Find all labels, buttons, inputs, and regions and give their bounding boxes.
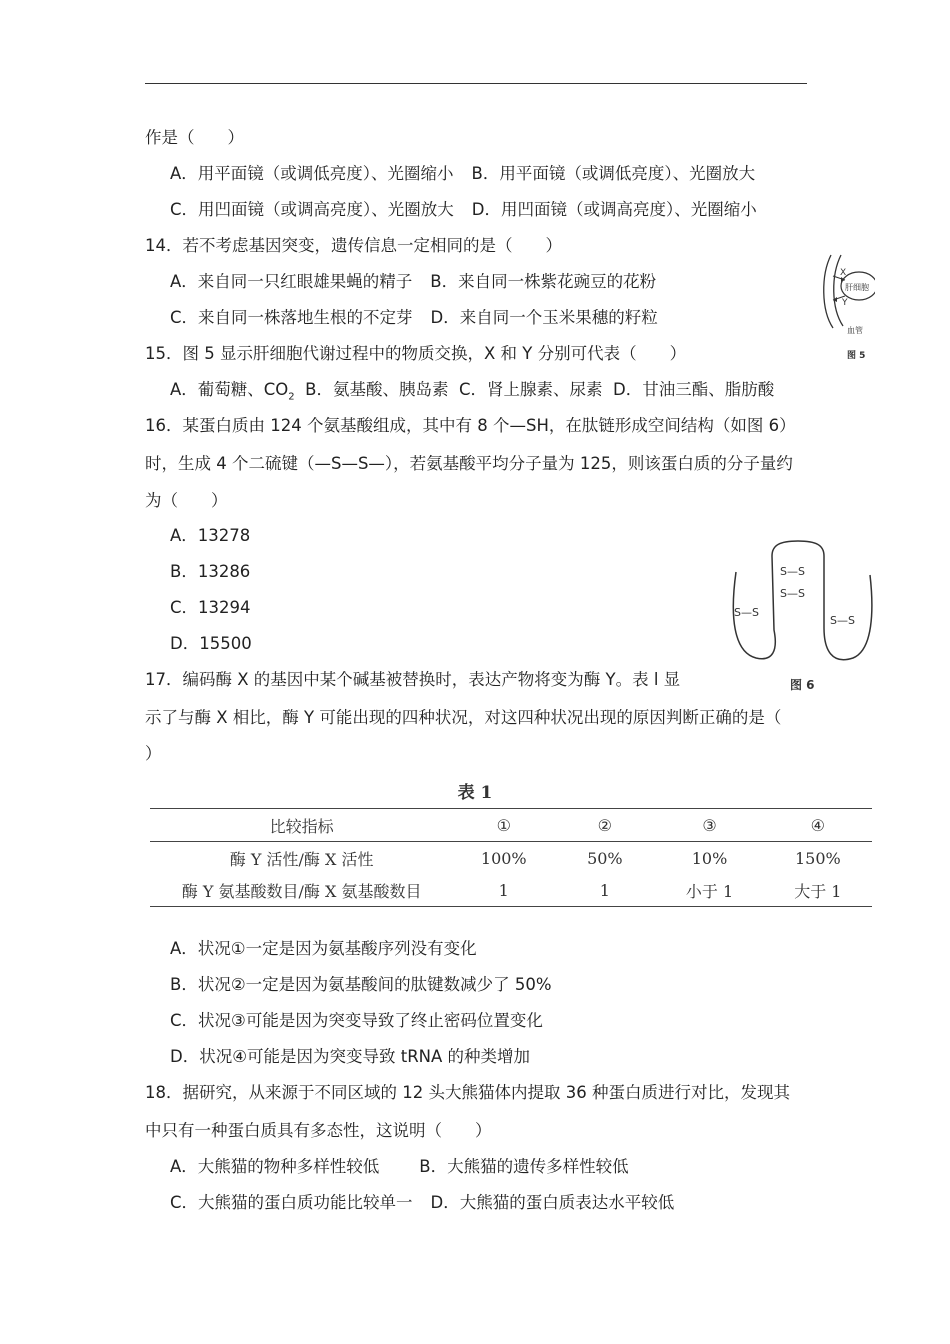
table1-header-row	[150, 809, 872, 842]
q17-option-a: A．状况①一定是因为氨基酸序列没有变化	[170, 939, 477, 958]
figure-6	[728, 540, 878, 695]
fig6-caption: 图 6	[790, 678, 815, 692]
table1-cell: 1	[498, 880, 509, 900]
table1-header-cell: ③	[702, 815, 717, 835]
table1-cell: 10%	[691, 848, 728, 868]
q17-option-d: D．状况④可能是因为突变导致 tRNA 的种类增加	[170, 1047, 531, 1066]
q13-option-a: A．用平面镜（或调低亮度）、光圈缩小	[170, 164, 454, 183]
q18-stem-line1: 18．据研究，从来源于不同区域的 12 头大熊猫体内提取 36 种蛋白质进行对比，发现其	[145, 1083, 790, 1102]
q13-options-row2	[170, 199, 757, 221]
q17-stem-line1: 17．编码酶 X 的基因中某个碱基被替换时，表达产物将变为酶 Y。表 l 显	[145, 670, 681, 689]
q16-option-d: D．15500	[170, 634, 252, 653]
q13-option-b: B．用平面镜（或调低亮度）、光圈放大	[471, 164, 756, 183]
q14-option-c: C．来自同一株落地生根的不定芽	[170, 308, 413, 327]
q16-stem-line1: 16．某蛋白质由 124 个氨基酸组成，其中有 8 个—SH，在肽链形成空间结构（如图 6）	[145, 416, 796, 435]
q14-options-row1	[170, 271, 656, 293]
table1-cell: 酶 Y 活性/酶 X 活性	[229, 849, 374, 869]
q16-stem-line2: 时，生成 4 个二硫键（—S—S—），若氨基酸平均分子量为 125，则该蛋白质的分子量约	[145, 454, 793, 473]
q15-option-a-subscript: 2	[288, 391, 295, 403]
figure-5	[815, 250, 875, 365]
fig5-cell-label: 肝细胞	[845, 283, 869, 292]
q15-option-d: D．甘油三酯、脂肪酸	[613, 380, 775, 399]
table1-header-cell: ②	[597, 815, 613, 835]
fig6-disulfide-bond-1: S—S	[734, 606, 759, 619]
q14-option-a: A．来自同一只红眼雄果蝇的精子	[170, 272, 413, 291]
table1-cell: 小于 1	[685, 881, 734, 901]
q14-stem: 14．若不考虑基因突变，遗传信息一定相同的是（ ）	[145, 236, 562, 255]
q18-option-d: D．大熊猫的蛋白质表达水平较低	[430, 1193, 675, 1212]
q18-option-a: A．大熊猫的物种多样性较低	[170, 1157, 380, 1176]
table1-cell: 50%	[587, 848, 623, 868]
table1	[150, 808, 872, 907]
q17-stem-line3: ）	[145, 744, 162, 763]
table1-cell: 100%	[480, 848, 527, 868]
table-row	[150, 874, 872, 907]
table-row	[150, 842, 872, 875]
q17-option-b: B．状况②一定是因为氨基酸间的肽键数减少了 50%	[170, 975, 552, 994]
table1-cell: 大于 1	[794, 881, 842, 901]
table1-header-cell: ④	[810, 815, 826, 835]
q13-option-c: C．用凹面镜（或调高亮度）、光圈放大	[170, 200, 454, 219]
fig5-vessel-label: 血管	[847, 326, 863, 335]
q18-option-b: B．大熊猫的遗传多样性较低	[419, 1157, 629, 1176]
q16-option-c: C．13294	[170, 598, 251, 617]
q15-option-c: C．肾上腺素、尿素	[459, 380, 603, 399]
fig6-disulfide-bond-4: S—S	[830, 614, 855, 627]
table1-header-cell: ①	[496, 815, 511, 835]
q16-option-b: B．13286	[170, 562, 251, 581]
table1-cell: 150%	[794, 848, 841, 868]
q14-options-row2	[170, 307, 658, 329]
q18-stem-line2: 中只有一种蛋白质具有多态性，这说明（ ）	[145, 1121, 492, 1140]
q15-stem: 15．图 5 显示肝细胞代谢过程中的物质交换，X 和 Y 分别可代表（ ）	[145, 344, 687, 363]
q17-option-c: C．状况③可能是因为突变导致了终止密码位置变化	[170, 1011, 543, 1030]
table1-cell: 酶 Y 氨基酸数目/酶 X 氨基酸数目	[181, 881, 422, 901]
header-rule	[145, 83, 807, 84]
fig6-disulfide-bond-2: S—S	[780, 565, 805, 578]
fig5-y-label: Y	[842, 298, 848, 308]
q16-option-a: A．13278	[170, 526, 251, 545]
q13-options-row1	[170, 163, 755, 185]
q13-stem-continued: 作是（ ）	[145, 128, 244, 147]
table1-title: 表 1	[457, 783, 493, 803]
q14-option-d: D．来自同一个玉米果穗的籽粒	[430, 308, 658, 327]
q18-options-row1	[170, 1156, 629, 1178]
q18-option-c: C．大熊猫的蛋白质功能比较单一	[170, 1193, 413, 1212]
q16-stem-line3: 为（ ）	[145, 491, 228, 510]
q15-options-row	[170, 379, 774, 408]
q15-option-b: B．氨基酸、胰岛素	[305, 380, 449, 399]
q18-options-row2	[170, 1192, 674, 1214]
table1-header-cell: 比较指标	[269, 816, 334, 836]
fig5-x-label: X	[840, 268, 847, 278]
fig6-disulfide-bond-3: S—S	[780, 587, 805, 600]
q17-stem-line2: 示了与酶 X 相比，酶 Y 可能出现的四种状况，对这四种状况出现的原因判断正确的是（	[145, 708, 782, 727]
q13-option-d: D．用凹面镜（或调高亮度）、光圈缩小	[471, 200, 757, 219]
q14-option-b: B．来自同一株紫花豌豆的花粉	[430, 272, 657, 291]
q15-option-a: A．葡萄糖、$CO_2$	[170, 380, 295, 403]
fig5-caption: 图 5	[847, 351, 866, 361]
table1-cell: 1	[599, 880, 610, 900]
